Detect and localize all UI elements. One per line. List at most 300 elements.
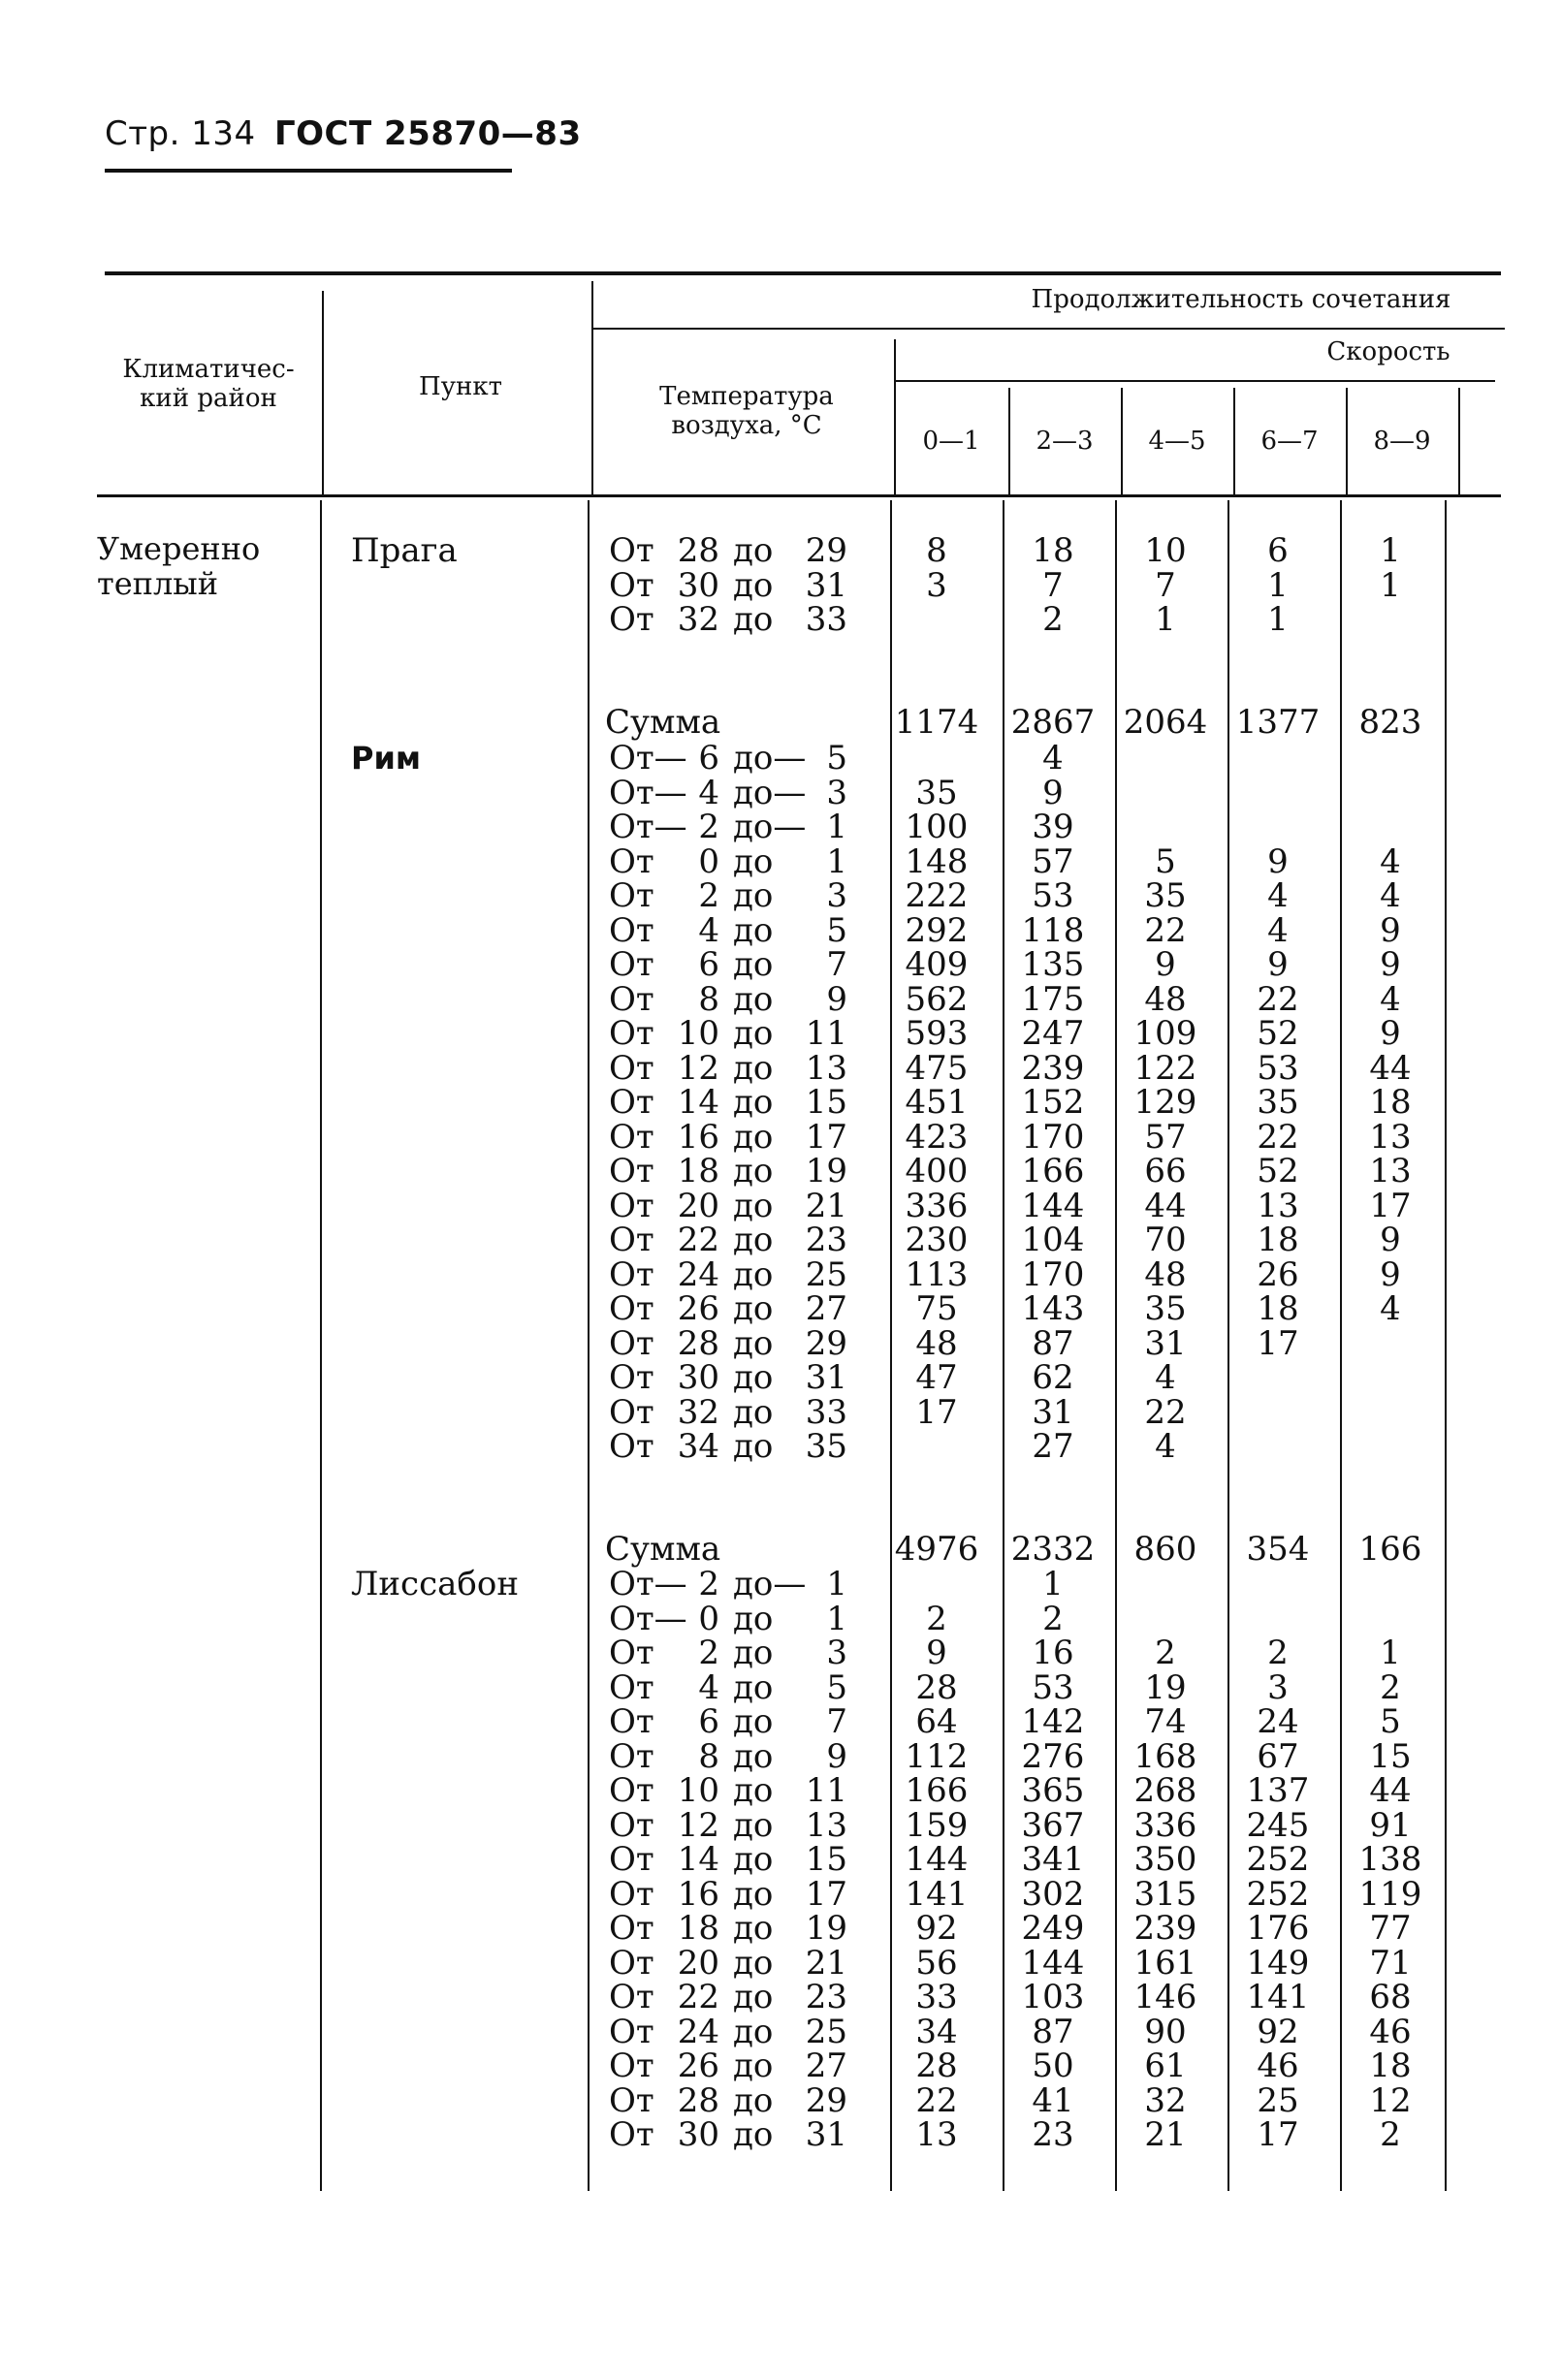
duration-cell: 451	[905, 1083, 969, 1122]
duration-cell: 1	[1267, 600, 1289, 639]
temp-from-value: 4	[698, 910, 719, 950]
temp-from-value: 16	[677, 1117, 719, 1157]
table-row	[0, 1842, 1562, 1877]
sum-cell: 2064	[1123, 703, 1208, 742]
temp-from-word: От	[609, 1634, 654, 1672]
duration-cell: 22	[1144, 1392, 1187, 1432]
temp-to-word: до	[733, 1909, 774, 1948]
duration-cell: 593	[905, 1014, 969, 1053]
table-row	[0, 1667, 1562, 1707]
duration-cell: 77	[1369, 1909, 1412, 1948]
duration-cell: 4	[1380, 1289, 1401, 1328]
duration-cell: 137	[1246, 1771, 1310, 1810]
temp-to-value: 7	[826, 945, 847, 984]
header-speed-6-7: 6—7	[1260, 427, 1319, 456]
duration-cell: 112	[905, 1736, 969, 1776]
duration-cell: 17	[915, 1392, 958, 1432]
temp-to-word: до	[733, 1048, 774, 1088]
header-divider-temp	[894, 339, 896, 496]
duration-cell: 13	[1257, 1186, 1299, 1225]
table-row	[0, 878, 1562, 913]
duration-cell: 68	[1369, 1978, 1412, 2016]
duration-cell: 46	[1257, 2047, 1299, 2085]
temp-to-value: 9	[826, 979, 847, 1019]
table-row	[0, 947, 1562, 982]
duration-cell: 1	[1267, 565, 1289, 605]
temp-to-value: 21	[805, 1943, 847, 1983]
duration-underline	[593, 328, 1505, 330]
duration-cell: 41	[1032, 2080, 1074, 2120]
duration-cell: 423	[905, 1117, 969, 1157]
temp-from-word: От	[609, 945, 654, 984]
duration-cell: 18	[1369, 2047, 1412, 2085]
table-row	[0, 533, 1562, 568]
duration-cell: 34	[915, 2012, 958, 2051]
duration-cell: 247	[1021, 1014, 1085, 1053]
duration-cell: 26	[1257, 1254, 1299, 1294]
temp-from-value: 6	[698, 945, 719, 984]
sum-row	[0, 705, 1562, 740]
duration-cell: 148	[905, 841, 969, 881]
header-bottom-rule	[97, 494, 1501, 497]
duration-cell: 9	[1380, 1221, 1401, 1259]
duration-cell: 135	[1021, 945, 1085, 984]
duration-cell: 25	[1257, 2080, 1299, 2120]
temp-to-value: 15	[805, 1840, 847, 1879]
sum-cell: 2867	[1010, 703, 1096, 742]
table-row	[0, 602, 1562, 637]
duration-cell: 2	[1380, 2115, 1401, 2154]
duration-cell: 161	[1133, 1943, 1197, 1983]
table-row	[0, 1980, 1562, 2015]
duration-cell: 245	[1246, 1805, 1310, 1845]
temp-from-value: 2	[698, 1565, 719, 1603]
duration-cell: 35	[1144, 1289, 1187, 1328]
temp-from-value: 10	[677, 1771, 719, 1810]
temp-from-word: От	[609, 876, 654, 915]
city-lisbon: Лиссабон	[351, 1565, 519, 1603]
temp-from-word: От	[609, 1186, 654, 1225]
duration-cell: 52	[1257, 1014, 1299, 1053]
table-row	[0, 809, 1562, 844]
table-row	[0, 2080, 1562, 2120]
duration-cell: 35	[1257, 1083, 1299, 1122]
table-row	[0, 1911, 1562, 1946]
duration-cell: 146	[1133, 1978, 1197, 2016]
temp-to-value: 31	[805, 565, 847, 605]
table-row	[0, 1254, 1562, 1294]
temp-to-word: до	[733, 1599, 774, 1638]
sum-cell: 1377	[1235, 703, 1321, 742]
duration-cell: 18	[1369, 1083, 1412, 1122]
duration-cell: 71	[1369, 1943, 1412, 1983]
temp-from-value: 14	[677, 1083, 719, 1122]
temp-from-word: От	[609, 1736, 654, 1776]
duration-cell: 152	[1021, 1083, 1085, 1122]
temp-to-word: до	[733, 1943, 774, 1983]
temp-to-word: до	[733, 1634, 774, 1672]
temp-from-value: 24	[677, 1254, 719, 1294]
duration-cell: 4	[1380, 841, 1401, 881]
duration-cell: 1	[1380, 531, 1401, 570]
duration-cell: 9	[1380, 1254, 1401, 1294]
duration-cell: 31	[1144, 1323, 1187, 1363]
duration-cell: 57	[1032, 841, 1074, 881]
header-duration: Продолжительность сочетания	[1031, 285, 1451, 314]
duration-cell: 67	[1257, 1736, 1299, 1776]
temp-from-value: 26	[677, 1289, 719, 1328]
speed-underline	[894, 380, 1495, 382]
temp-from-word: От	[609, 1152, 654, 1190]
duration-cell: 18	[1257, 1221, 1299, 1259]
duration-cell: 222	[905, 876, 969, 915]
duration-cell: 1	[1042, 1565, 1064, 1603]
temp-from-word: От	[609, 841, 654, 881]
duration-cell: 48	[1144, 979, 1187, 1019]
duration-cell: 4	[1267, 910, 1289, 950]
duration-cell: 48	[915, 1323, 958, 1363]
temp-from-word: От	[609, 2012, 654, 2051]
duration-cell: 24	[1257, 1702, 1299, 1741]
duration-cell: 3	[926, 565, 947, 605]
table-row	[0, 1085, 1562, 1120]
duration-cell: 13	[1369, 1152, 1412, 1190]
temp-to-value: 13	[805, 1048, 847, 1088]
temp-to-value: 1	[826, 808, 847, 846]
temp-to-word: до	[733, 1289, 774, 1328]
duration-cell: 56	[915, 1943, 958, 1983]
duration-cell: 141	[905, 1874, 969, 1914]
city-rome: Рим	[351, 740, 422, 777]
duration-cell: 239	[1133, 1909, 1197, 1948]
duration-cell: 141	[1246, 1978, 1310, 2016]
duration-cell: 18	[1257, 1289, 1299, 1328]
temp-from-word: От	[609, 979, 654, 1019]
temp-from-value: 2	[698, 808, 719, 846]
duration-cell: 166	[905, 1771, 969, 1810]
duration-cell: 9	[1380, 1014, 1401, 1053]
duration-cell: 562	[905, 979, 969, 1019]
duration-cell: 2	[1267, 1634, 1289, 1672]
temp-from-value: 26	[677, 2047, 719, 2085]
duration-cell: 365	[1021, 1771, 1085, 1810]
table-row	[0, 1048, 1562, 1088]
duration-cell: 39	[1032, 808, 1074, 846]
header-divider-region	[322, 291, 324, 496]
duration-cell: 22	[915, 2080, 958, 2120]
sum-cell: 1174	[894, 703, 979, 742]
temp-to-word: до	[733, 600, 774, 639]
duration-cell: 119	[1358, 1874, 1422, 1914]
table-row	[0, 741, 1562, 776]
table-row	[0, 1117, 1562, 1157]
temp-to-word: до	[733, 1186, 774, 1225]
temp-from-value: 0	[698, 841, 719, 881]
duration-cell: 28	[915, 1667, 958, 1707]
duration-cell: 16	[1032, 1634, 1074, 1672]
temp-to-word: до	[733, 2047, 774, 2085]
temp-to-value: 19	[805, 1152, 847, 1190]
temp-from-word: От	[609, 1840, 654, 1879]
duration-cell: 27	[1032, 1427, 1074, 1466]
duration-cell: 44	[1144, 1186, 1187, 1225]
temp-to-value: 29	[805, 1323, 847, 1363]
duration-cell: 170	[1021, 1254, 1085, 1294]
duration-cell: 336	[1133, 1805, 1197, 1845]
duration-cell: 9	[1380, 910, 1401, 950]
temp-to-word: до	[733, 1083, 774, 1122]
temp-to-word: до	[733, 1014, 774, 1053]
temp-to-word: до	[733, 2012, 774, 2051]
temp-to-value: 17	[805, 1117, 847, 1157]
duration-cell: 70	[1144, 1221, 1187, 1259]
temp-to-word: до	[733, 1358, 774, 1397]
duration-cell: 17	[1257, 1323, 1299, 1363]
temp-to-word: до—	[733, 808, 807, 846]
temp-from-value: 12	[677, 1805, 719, 1845]
duration-cell: 9	[1267, 945, 1289, 984]
sum-row	[0, 1532, 1562, 1567]
temp-from-word: От	[609, 2047, 654, 2085]
duration-cell: 21	[1144, 2115, 1187, 2154]
duration-cell: 5	[1380, 1702, 1401, 1741]
temp-from-value: 0	[698, 1599, 719, 1638]
table-row	[0, 1943, 1562, 1983]
duration-cell: 10	[1144, 531, 1187, 570]
sum-cell: 354	[1246, 1530, 1310, 1569]
temp-from-word: От	[609, 531, 654, 570]
duration-cell: 2	[1380, 1667, 1401, 1707]
duration-cell: 22	[1144, 910, 1187, 950]
temp-from-word: От	[609, 1083, 654, 1122]
duration-cell: 292	[905, 910, 969, 950]
duration-cell: 1	[1155, 600, 1176, 639]
temp-to-word: до	[733, 565, 774, 605]
duration-cell: 2	[1042, 600, 1064, 639]
duration-cell: 46	[1369, 2012, 1412, 2051]
temp-to-value: 5	[826, 910, 847, 950]
table-row	[0, 1222, 1562, 1257]
temp-from-value: 34	[677, 1427, 719, 1466]
table-row	[0, 1599, 1562, 1638]
temp-to-value: 27	[805, 1289, 847, 1328]
duration-cell: 6	[1267, 531, 1289, 570]
temp-to-value: 3	[826, 876, 847, 915]
duration-cell: 9	[1042, 773, 1064, 812]
temp-from-word: От	[609, 565, 654, 605]
duration-cell: 32	[1144, 2080, 1187, 2120]
duration-cell: 13	[1369, 1117, 1412, 1157]
temp-to-value: 33	[805, 600, 847, 639]
temp-to-value: 13	[805, 1805, 847, 1845]
duration-cell: 7	[1155, 565, 1176, 605]
temp-from-value: 14	[677, 1840, 719, 1879]
table-row	[0, 1635, 1562, 1670]
sum-cell: 4976	[894, 1530, 979, 1569]
duration-cell: 113	[905, 1254, 969, 1294]
duration-cell: 31	[1032, 1392, 1074, 1432]
temp-to-word: до	[733, 945, 774, 984]
duration-cell: 33	[915, 1978, 958, 2016]
sum-label: Сумма	[605, 703, 721, 742]
standard-code: ГОСТ 25870—83	[273, 114, 582, 153]
temp-to-word: до	[733, 1702, 774, 1741]
table-row	[0, 1429, 1562, 1464]
temp-to-word: до	[733, 1221, 774, 1259]
temp-from-value: 30	[677, 2115, 719, 2154]
temp-from-value: 6	[698, 739, 719, 777]
duration-cell: 144	[1021, 1943, 1085, 1983]
temp-to-word: до	[733, 1667, 774, 1707]
temp-to-word: до	[733, 876, 774, 915]
header-speed: Скорость	[1326, 337, 1450, 366]
duration-cell: 48	[1144, 1254, 1187, 1294]
temp-from-value: 6	[698, 1702, 719, 1741]
duration-cell: 2	[1155, 1634, 1176, 1672]
duration-cell: 252	[1246, 1874, 1310, 1914]
temp-to-word: до	[733, 531, 774, 570]
temp-from-word: От	[609, 1667, 654, 1707]
temp-from-word: От	[609, 1117, 654, 1157]
table-row	[0, 1323, 1562, 1363]
duration-cell: 144	[905, 1840, 969, 1879]
temp-to-value: 19	[805, 1909, 847, 1948]
duration-cell: 1	[1380, 565, 1401, 605]
temp-to-word: до	[733, 1771, 774, 1810]
duration-cell: 4	[1042, 739, 1064, 777]
duration-cell: 92	[915, 1909, 958, 1948]
temp-to-value: 23	[805, 1221, 847, 1259]
temp-from-word: От	[609, 1978, 654, 2016]
duration-cell: 44	[1369, 1048, 1412, 1088]
temp-to-value: 25	[805, 1254, 847, 1294]
duration-cell: 170	[1021, 1117, 1085, 1157]
header-rule	[105, 169, 512, 173]
temp-from-word: От	[609, 1805, 654, 1845]
temp-from-value: 18	[677, 1152, 719, 1190]
table-row	[0, 1736, 1562, 1776]
duration-cell: 475	[905, 1048, 969, 1088]
duration-cell: 104	[1021, 1221, 1085, 1259]
table-row	[0, 1392, 1562, 1432]
table-row	[0, 1360, 1562, 1395]
table-row	[0, 773, 1562, 812]
temp-from-word: От	[609, 1254, 654, 1294]
temp-from-value: 16	[677, 1874, 719, 1914]
table-row	[0, 1773, 1562, 1808]
duration-cell: 129	[1133, 1083, 1197, 1122]
duration-cell: 143	[1021, 1289, 1085, 1328]
temp-to-value: 1	[826, 1599, 847, 1638]
duration-cell: 64	[915, 1702, 958, 1741]
duration-cell: 9	[1380, 945, 1401, 984]
table-row	[0, 1016, 1562, 1051]
temp-from-word: От—	[609, 808, 687, 846]
duration-cell: 166	[1021, 1152, 1085, 1190]
temp-to-value: 31	[805, 2115, 847, 2154]
duration-cell: 350	[1133, 1840, 1197, 1879]
temp-from-value: 28	[677, 1323, 719, 1363]
table-row	[0, 1704, 1562, 1739]
duration-cell: 28	[915, 2047, 958, 2085]
duration-cell: 52	[1257, 1152, 1299, 1190]
duration-cell: 4	[1267, 876, 1289, 915]
temp-from-word: От	[609, 600, 654, 639]
duration-cell: 35	[1144, 876, 1187, 915]
temp-to-value: 33	[805, 1392, 847, 1432]
table-row	[0, 1567, 1562, 1602]
duration-cell: 9	[1155, 945, 1176, 984]
temp-from-word: От	[609, 1289, 654, 1328]
temp-from-value: 4	[698, 1667, 719, 1707]
header-speed-8-9: 8—9	[1373, 427, 1431, 456]
temp-from-word: От	[609, 1323, 654, 1363]
duration-cell: 122	[1133, 1048, 1197, 1088]
temp-to-word: до	[733, 1254, 774, 1294]
duration-cell: 62	[1032, 1358, 1074, 1397]
duration-cell: 341	[1021, 1840, 1085, 1879]
duration-cell: 22	[1257, 979, 1299, 1019]
header-air-temperature: Температура воздуха, °С	[659, 382, 834, 440]
temp-to-value: 3	[826, 773, 847, 812]
temp-to-word: до	[733, 841, 774, 881]
duration-cell: 142	[1021, 1702, 1085, 1741]
table-row	[0, 1291, 1562, 1326]
duration-cell: 15	[1369, 1736, 1412, 1776]
duration-cell: 268	[1133, 1771, 1197, 1810]
header-speed-0-1: 0—1	[922, 427, 980, 456]
temp-from-value: 8	[698, 1736, 719, 1776]
duration-cell: 5	[1155, 841, 1176, 881]
temp-from-word: От	[609, 1771, 654, 1810]
temp-to-word: до	[733, 1736, 774, 1776]
duration-cell: 8	[926, 531, 947, 570]
duration-cell: 23	[1032, 2115, 1074, 2154]
duration-cell: 17	[1257, 2115, 1299, 2154]
table-top-rule	[105, 271, 1501, 275]
temp-from-value: 10	[677, 1014, 719, 1053]
duration-cell: 92	[1257, 2012, 1299, 2051]
duration-cell: 74	[1144, 1702, 1187, 1741]
duration-cell: 149	[1246, 1943, 1310, 1983]
temp-to-value: 21	[805, 1186, 847, 1225]
temp-to-value: 35	[805, 1427, 847, 1466]
table-row	[0, 2012, 1562, 2051]
temp-from-value: 12	[677, 1048, 719, 1088]
duration-cell: 87	[1032, 1323, 1074, 1363]
table-row	[0, 2048, 1562, 2083]
sum-cell: 166	[1358, 1530, 1422, 1569]
duration-cell: 103	[1021, 1978, 1085, 2016]
duration-cell: 2	[1042, 1599, 1064, 1638]
temp-to-value: 5	[826, 1667, 847, 1707]
duration-cell: 44	[1369, 1771, 1412, 1810]
temp-from-word: От—	[609, 773, 687, 812]
temp-from-value: 2	[698, 1634, 719, 1672]
temp-to-value: 29	[805, 2080, 847, 2120]
temp-to-value: 3	[826, 1634, 847, 1672]
table-row	[0, 1154, 1562, 1189]
duration-cell: 249	[1021, 1909, 1085, 1948]
temp-to-value: 25	[805, 2012, 847, 2051]
temp-from-word: От	[609, 910, 654, 950]
temp-from-value: 32	[677, 600, 719, 639]
page-header	[105, 114, 582, 153]
temp-to-word: до—	[733, 1565, 807, 1603]
duration-cell: 22	[1257, 1117, 1299, 1157]
temp-from-word: От	[609, 1427, 654, 1466]
duration-cell: 4	[1155, 1427, 1176, 1466]
